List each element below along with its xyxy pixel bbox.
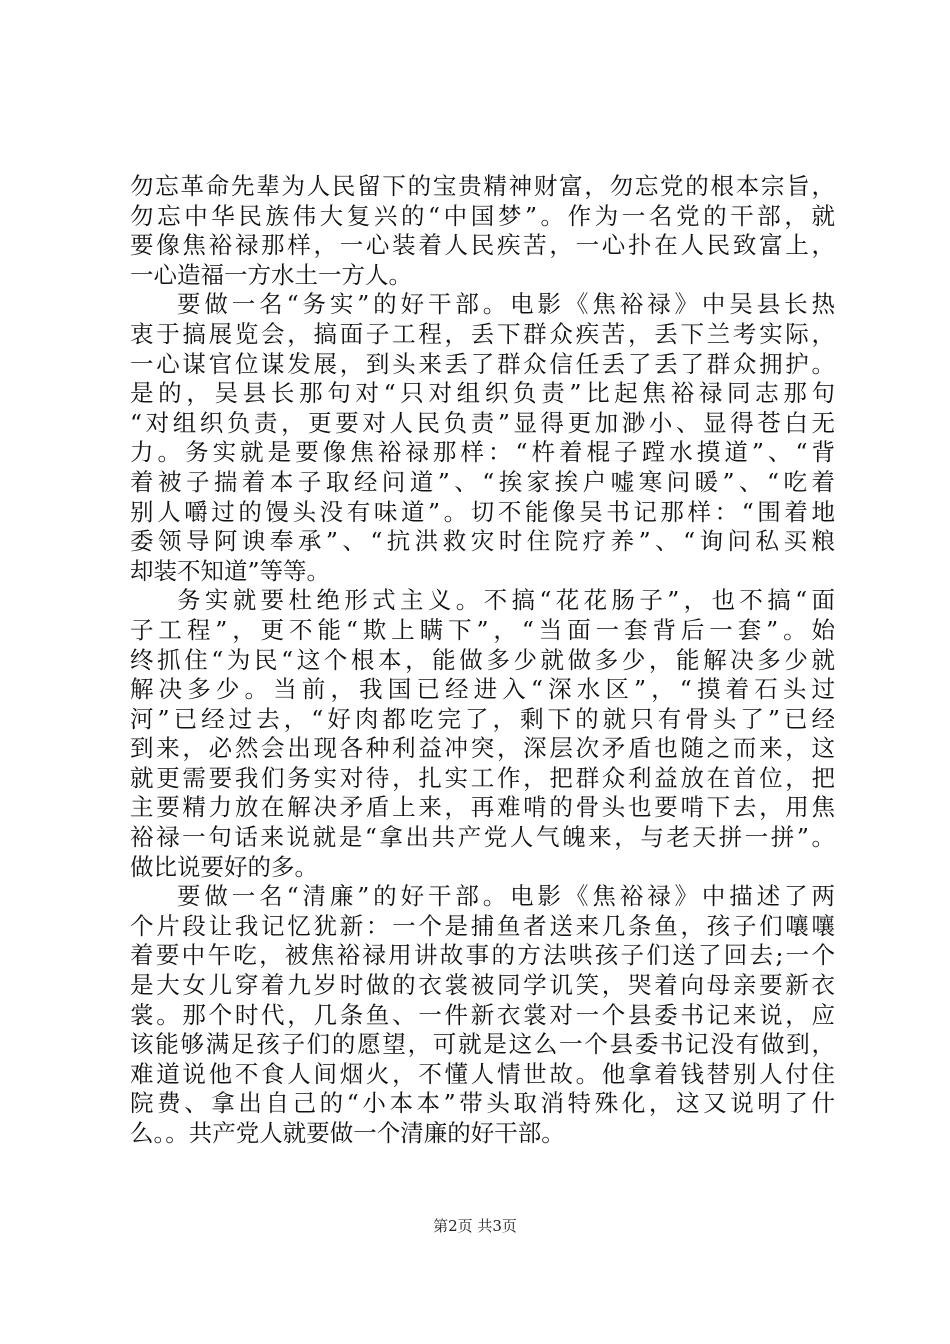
text-line: 裕禄一句话来说就是“拿出共产党人气魄来，与老天拼一拼”。 [130, 823, 835, 852]
text-line: 裳。那个时代，几条鱼、一件新衣裳对一个县委书记来说，应 [130, 1000, 835, 1029]
text-line: 一心造福一方水土一方人。 [130, 260, 412, 289]
text-line: 到来，必然会出现各种利益冲突，深层次矛盾也随之而来，这 [130, 734, 835, 763]
text-line: 终抓住“为民“这个根本，能做多少就做多少，能解决多少就 [130, 645, 835, 674]
text-line: 主要精力放在解决矛盾上来，再难啃的骨头也要啃下去，用焦 [130, 793, 835, 822]
text-line: 勿忘革命先辈为人民留下的宝贵精神财富，勿忘党的根本宗旨， [130, 172, 835, 200]
text-line: 是大女儿穿着九岁时做的衣裳被同学讥笑，哭着向母亲要新衣 [130, 971, 835, 1000]
text-line: 难道说他不食人间烟火，不懂人情世故。他拿着钱替别人付住 [130, 1059, 835, 1088]
document-body [130, 172, 835, 1149]
text-line: 要像焦裕禄那样，一心装着人民疾苦，一心扑在人民致富上， [130, 231, 835, 260]
text-line: 该能够满足孩子们的愿望，可就是这么一个县委书记没有做到， [130, 1030, 835, 1059]
text-line: 么。。共产党人就要做一个清廉的好干部。 [130, 1119, 565, 1147]
text-line: 院费、拿出自己的“小本本”带头取消特殊化，这又说明了什 [130, 1089, 835, 1118]
text-line: 别人嚼过的馒头没有味道”。切不能像吴书记那样：“围着地 [130, 497, 835, 526]
text-line: 子工程”，更不能“欺上瞒下”，“当面一套背后一套”。始 [130, 615, 835, 644]
page-footer: 第2页 共3页 [433, 1217, 517, 1235]
text-line: 一心谋官位谋发展，到头来丢了群众信任丢了丢了群众拥护。 [130, 349, 835, 378]
text-line: 河”已经过去，“好肉都吃完了，剩下的就只有骨头了”已经 [130, 704, 835, 733]
text-line: 勿忘中华民族伟大复兴的“中国梦”。作为一名党的干部，就 [130, 201, 835, 230]
text-line: 要做一名“务实”的好干部。电影《焦裕禄》中吴县长热 [177, 290, 835, 319]
text-line: 解决多少。当前，我国已经进入“深水区”，“摸着石头过 [130, 675, 835, 704]
text-line: “对组织负责，更要对人民负责”显得更加渺小、显得苍白无 [130, 408, 835, 437]
text-line: 是的，吴县长那句对“只对组织负责”比起焦裕禄同志那句 [130, 379, 835, 408]
text-line: 务实就要杜绝形式主义。不搞“花花肠子”，也不搞“面 [177, 586, 835, 615]
text-line: 却装不知道”等等。 [130, 556, 331, 585]
text-line: 做比说要好的多。 [130, 852, 318, 881]
text-line: 就更需要我们务实对待，扎实工作，把群众利益放在首位，把 [130, 763, 835, 792]
text-line: 着被子揣着本子取经问道”、“挨家挨户嘘寒问暖”、“吃着 [130, 467, 835, 496]
text-line: 衷于搞展览会，搞面子工程，丢下群众疾苦，丢下兰考实际， [130, 319, 835, 348]
text-line: 力。务实就是要像焦裕禄那样：“杵着棍子蹚水摸道”、“背 [130, 438, 835, 467]
text-line: 个片段让我记忆犹新：一个是捕鱼者送来几条鱼，孩子们嚷嚷 [130, 911, 835, 940]
text-line: 着要中午吃，被焦裕禄用讲故事的方法哄孩子们送了回去;一个 [130, 941, 835, 970]
text-line: 要做一名“清廉”的好干部。电影《焦裕禄》中描述了两 [177, 882, 835, 911]
text-line: 委领导阿谀奉承”、“抗洪救灾时住院疗养”、“询问私买粮 [130, 527, 835, 556]
